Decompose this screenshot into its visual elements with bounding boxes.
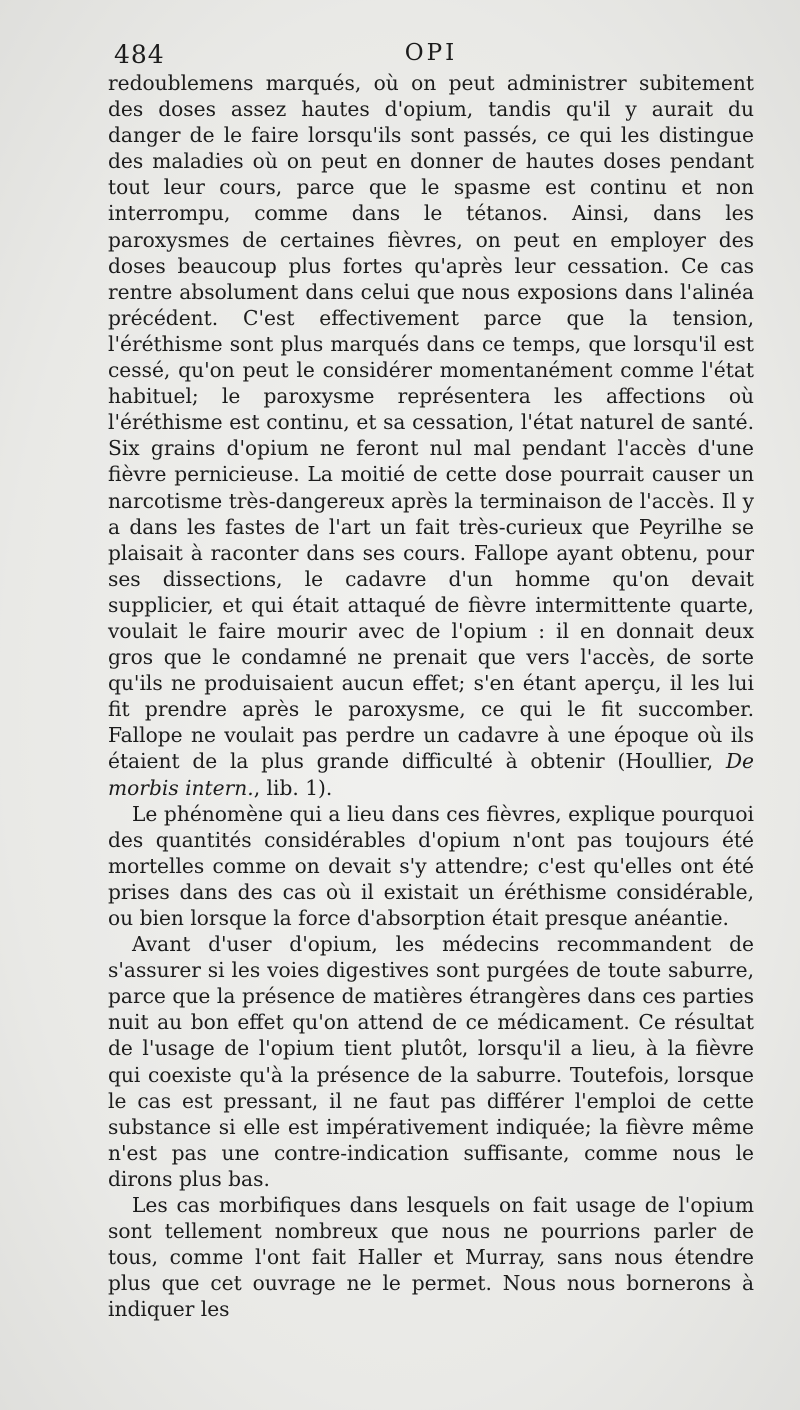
paragraph: Avant d'user d'opium, les médecins recommandent de s'assurer si les voies digestives sont purgées de toute saburre, parce que la présence de matières étrangères dans ces parties nuit au bon effet qu'on attend de ce médicament. Ce résultat de l'usage de l'opium tient plutôt, lorsqu'il a lieu, à la fièvre qui coexiste qu'à la présence de la saburre. Toutefois, lorsque le cas est pressant, il ne faut pas différer l'emploi de cette substance si elle est impérativement indiquée; la fièvre même n'est pas une contre-indication suffisante, comme nous le dirons plus bas. — [108, 932, 754, 1191]
body-text — [108, 70, 754, 1323]
running-head: OPI — [404, 40, 458, 66]
citation-tail: , lib. 1). — [253, 775, 333, 800]
page-header — [108, 38, 754, 70]
paragraph-text: redoublemens marqués, où on peut administrer subitement des doses assez hautes d'opium, tandis qu'il y aurait du danger de le faire lorsqu'ils sont passés, ce qui les distingue des maladies où on peut en donner de hautes doses pendant tout leur cours, parce que le spasme est continu et non interrompu, comme dans le tétanos. Ainsi, dans les paroxysmes de certaines fièvres, on peut en employer des doses beaucoup plus fortes qu'après leur cessation. Ce cas rentre absolument dans celui que nous exposions dans l'alinéa précédent. C'est effectivement parce que la tension, l'éréthisme sont plus marqués dans ce temps, que lorsqu'il est cessé, qu'on peut le considérer momentanément comme l'état habituel; le paroxysme représentera les affections où l'éréthisme est continu, et sa cessation, l'état naturel de santé. Six grains d'opium ne feront nul mal pendant l'accès d'une fièvre pernicieuse. La moitié de cette dose pourrait causer un narcotisme très-dangereux après la terminaison de l'accès. Il y a dans les fastes de l'art un fait très-curieux que Peyrilhe se plaisait à raconter dans ses cours. Fallope ayant obtenu, pour ses dissections, le cadavre d'un homme qu'on devait supplicier, et qui était attaqué de fièvre intermittente quarte, voulait le faire mourir avec de l'opium : il en donnait deux gros que le condamné ne prenait que vers l'accès, de sorte qu'ils ne produisaient aucun effet; s'en étant aperçu, il les lui fit prendre après le paroxysme, ce qui le fit succomber. Fallope ne voulait pas perdre un cadavre à une époque où ils étaient de la plus grande difficulté à obtenir (Houllier, — [108, 71, 754, 774]
paragraph-continuation — [108, 70, 754, 801]
citation-title: De morbis intern. — [108, 749, 754, 800]
paragraph: Le phénomène qui a lieu dans ces fièvres, explique pourquoi des quantités considérables d'opium n'ont pas toujours été mortelles comme on devait s'y attendre; c'est qu'elles ont été prises dans des cas où il existait un éréthisme considérable, ou bien lorsque la force d'absorption était presque anéantie. — [108, 801, 754, 930]
paragraph: Les cas morbifiques dans lesquels on fait usage de l'opium sont tellement nombreux que nous ne pourrions parler de tous, comme l'ont fait Haller et Murray, sans nous étendre plus que cet ouvrage ne le permet. Nous nous bornerons à indiquer les — [108, 1193, 754, 1322]
page-number: 484 — [114, 40, 165, 69]
